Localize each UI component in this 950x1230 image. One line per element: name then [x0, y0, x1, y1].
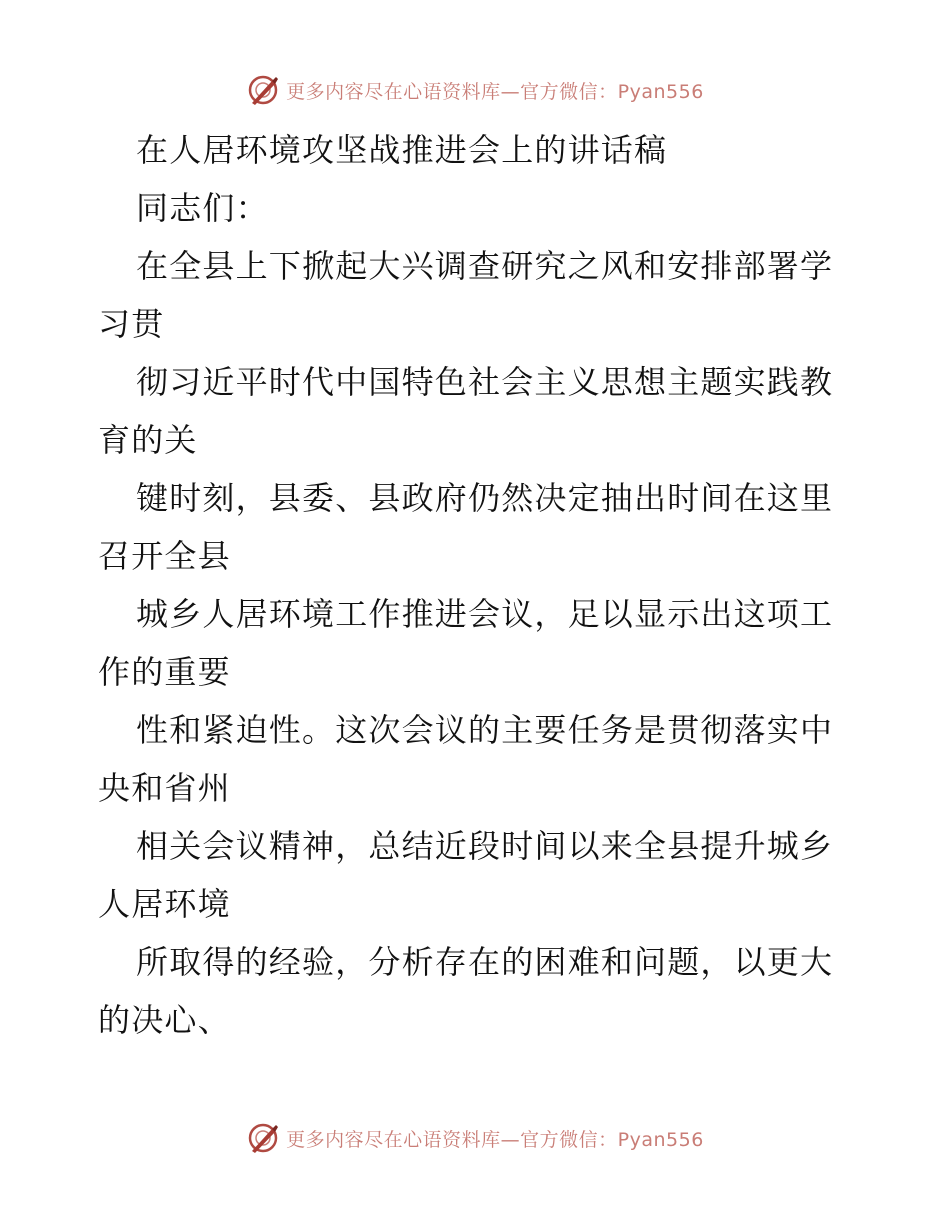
pen-logo-icon	[246, 73, 280, 107]
text-line: 人居环境	[98, 885, 231, 923]
text-line: 在全县上下掀起大兴调查研究之风和安排部署学	[136, 247, 834, 285]
text-line: 育的关	[98, 421, 198, 459]
text-line: 召开全县	[98, 537, 231, 575]
text-line: 的决心、	[98, 1001, 231, 1039]
text-line: 央和省州	[98, 769, 231, 807]
text-line: 城乡人居环境工作推进会议，足以显示出这项工	[136, 595, 834, 633]
document-title: 在人居环境攻坚战推进会上的讲话稿	[136, 131, 668, 169]
text-line: 习贯	[98, 305, 165, 343]
header-watermark	[0, 70, 950, 110]
document-body	[98, 121, 858, 1049]
text-line: 所取得的经验，分析存在的困难和问题，以更大	[136, 943, 834, 981]
pen-logo-icon	[246, 1121, 280, 1155]
text-line: 同志们：	[136, 189, 269, 227]
text-line: 键时刻，县委、县政府仍然决定抽出时间在这里	[136, 479, 834, 517]
watermark-text: 更多内容尽在心语资料库—官方微信：Pyan556	[286, 1128, 704, 1151]
footer-watermark	[0, 1118, 950, 1158]
text-line: 性和紧迫性。这次会议的主要任务是贯彻落实中	[136, 711, 834, 749]
text-line: 相关会议精神，总结近段时间以来全县提升城乡	[136, 827, 834, 865]
watermark-text: 更多内容尽在心语资料库—官方微信：Pyan556	[286, 80, 704, 103]
text-line: 彻习近平时代中国特色社会主义思想主题实践教	[136, 363, 834, 401]
text-line: 作的重要	[98, 653, 231, 691]
